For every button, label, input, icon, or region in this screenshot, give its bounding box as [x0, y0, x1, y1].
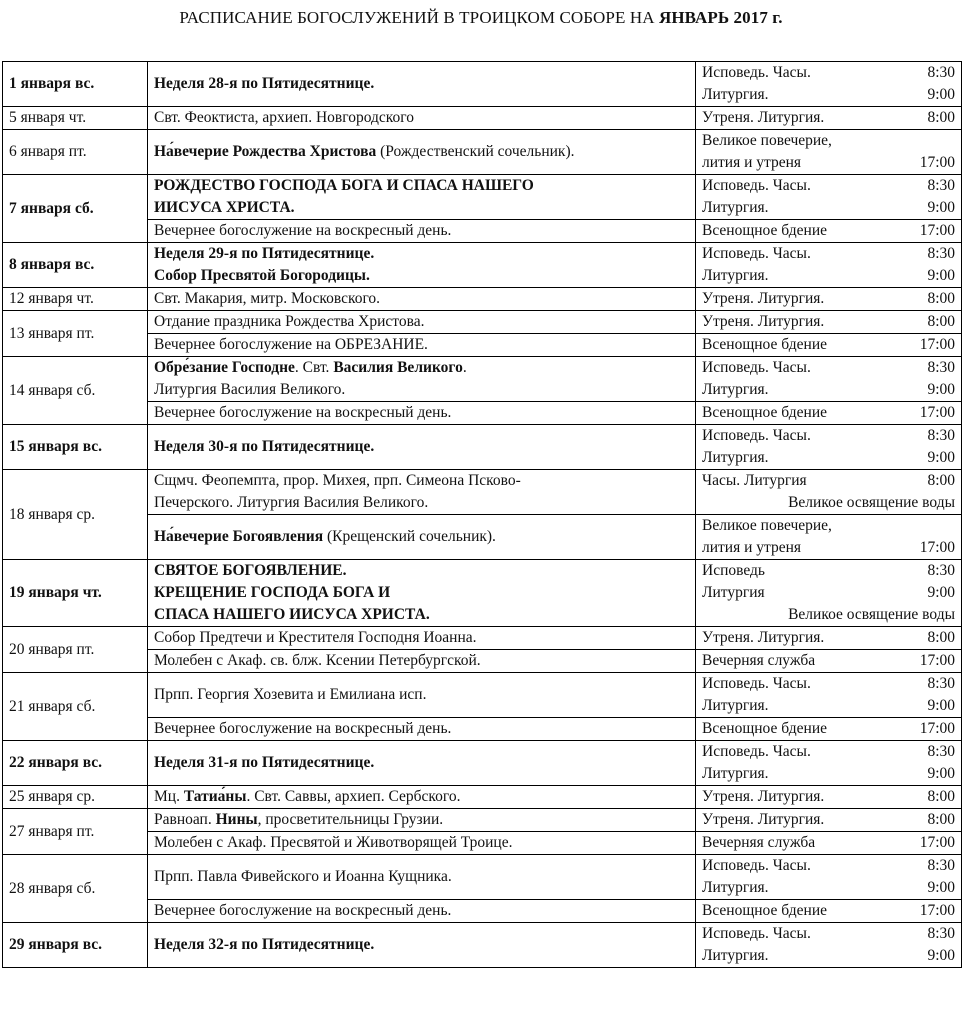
description-text: . Свт. Саввы, архиеп. Сербского.: [246, 788, 461, 805]
service-label: Великое повечерие,: [702, 517, 832, 534]
service-line: [702, 695, 955, 717]
description-text: СПАСА НАШЕГО ИИСУСА ХРИСТА.: [154, 606, 430, 623]
description-text: Вечернее богослужение на воскресный день.: [154, 902, 452, 919]
service-line: [702, 402, 955, 424]
service-time: 8:00: [927, 472, 955, 489]
description-line: [154, 492, 689, 514]
service-label: Литургия.: [702, 199, 769, 216]
description-line: [154, 197, 689, 219]
schedule-row: [3, 673, 962, 718]
description-text: Неделя 32-я по Пятидесятнице.: [154, 936, 375, 953]
service-times: [696, 923, 962, 968]
description-text: Свт. Феоктиста, архиеп. Новгородского: [154, 109, 414, 126]
description-text: , просветительницы Грузии.: [257, 811, 444, 828]
service-times: [696, 855, 962, 900]
service-line: [702, 945, 955, 967]
description-text: Свт. Макария, митр. Московского.: [154, 290, 381, 307]
page-title: [0, 8, 962, 28]
description-line: [154, 560, 689, 582]
service-line: [702, 786, 955, 808]
service-time: 8:30: [927, 427, 955, 444]
description-line: [154, 900, 689, 922]
description-text: Печерского. Литургия Василия Великого.: [154, 494, 429, 511]
day-date: 8 января вс.: [3, 243, 148, 288]
description-text: Прпп. Георгия Хозевита и Емилиана исп.: [154, 686, 427, 703]
service-line: [702, 357, 955, 379]
service-times: [696, 107, 962, 130]
description-line: [154, 650, 689, 672]
description-text: Неделя 28-я по Пятидесятнице.: [154, 75, 375, 92]
description-line: [154, 718, 689, 740]
description-text: Литургия Василия Великого.: [154, 381, 346, 398]
service-line: [702, 425, 955, 447]
service-description: [148, 357, 696, 402]
service-line: [702, 334, 955, 356]
day-date: 20 января пт.: [3, 627, 148, 673]
description-text: На́вечерие Богоявления: [154, 528, 324, 545]
service-description: [148, 900, 696, 923]
service-label: Всенощное бдение: [702, 222, 827, 239]
service-time: 9:00: [927, 267, 955, 284]
schedule-row: [3, 357, 962, 402]
title-month: ЯНВАРЬ 2017 г.: [658, 8, 783, 27]
service-description: [148, 718, 696, 741]
service-line: [702, 650, 955, 672]
description-text: Равноап.: [154, 811, 216, 828]
description-line: [154, 470, 689, 492]
service-label: Исповедь. Часы.: [702, 857, 811, 874]
day-date: 12 января чт.: [3, 288, 148, 311]
service-time: 9:00: [927, 765, 955, 782]
service-line: [702, 832, 955, 854]
service-time: 17:00: [919, 404, 955, 421]
service-line: [702, 877, 955, 899]
service-label: Всенощное бдение: [702, 902, 827, 919]
service-times: [696, 650, 962, 673]
service-description: [148, 673, 696, 718]
service-times: [696, 130, 962, 175]
service-line: [702, 515, 955, 537]
day-date: 1 января вс.: [3, 62, 148, 107]
description-line: [154, 357, 689, 379]
service-line: [702, 560, 955, 582]
description-line: [154, 582, 689, 604]
service-times: [696, 809, 962, 832]
service-time: 8:00: [927, 313, 955, 330]
schedule-row: [3, 809, 962, 832]
description-line: [154, 752, 689, 774]
description-text: Вечернее богослужение на воскресный день.: [154, 720, 452, 737]
service-label: Утреня. Литургия.: [702, 788, 825, 805]
service-times: [696, 470, 962, 515]
service-time: 9:00: [927, 449, 955, 466]
service-label: Великое повечерие,: [702, 132, 832, 149]
service-line: [702, 197, 955, 219]
service-description: [148, 809, 696, 832]
description-line: [154, 175, 689, 197]
service-line: [702, 923, 955, 945]
service-label: Литургия.: [702, 765, 769, 782]
schedule-row: [3, 243, 962, 288]
service-times: [696, 243, 962, 288]
service-line: [702, 107, 955, 129]
service-line: [702, 673, 955, 695]
description-text: Василия Великого: [333, 359, 463, 376]
service-times: [696, 741, 962, 786]
service-line: [702, 741, 955, 763]
service-description: [148, 425, 696, 470]
service-label: Исповедь. Часы.: [702, 675, 811, 692]
day-date: 22 января вс.: [3, 741, 148, 786]
service-description: [148, 130, 696, 175]
service-label: Утреня. Литургия.: [702, 313, 825, 330]
service-time: 8:00: [927, 109, 955, 126]
day-date: 18 января ср.: [3, 470, 148, 560]
service-label: Утреня. Литургия.: [702, 811, 825, 828]
service-time: 8:30: [927, 177, 955, 194]
service-times: [696, 402, 962, 425]
service-line: [702, 900, 955, 922]
service-times: [696, 627, 962, 650]
description-line: [154, 243, 689, 265]
day-date: 29 января вс.: [3, 923, 148, 968]
service-description: [148, 515, 696, 560]
schedule-row: [3, 627, 962, 650]
description-line: [154, 73, 689, 95]
service-description: [148, 832, 696, 855]
service-label: Часы. Литургия: [702, 472, 807, 489]
description-line: [154, 684, 689, 706]
service-line: [702, 537, 955, 559]
service-description: [148, 855, 696, 900]
service-time: 17:00: [919, 154, 955, 171]
description-text: Обре́зание Господне: [154, 359, 295, 376]
service-line: [702, 379, 955, 401]
service-times: [696, 718, 962, 741]
service-time: 8:30: [927, 857, 955, 874]
description-text: Неделя 30-я по Пятидесятнице.: [154, 438, 375, 455]
service-times: [696, 334, 962, 357]
schedule-row: [3, 786, 962, 809]
description-line: [154, 265, 689, 287]
service-description: [148, 311, 696, 334]
schedule-row: [3, 470, 962, 515]
description-text: (Крещенский сочельник).: [323, 528, 496, 545]
description-text: Отдание праздника Рождества Христова.: [154, 313, 425, 330]
service-times: [696, 832, 962, 855]
service-label: Литургия.: [702, 449, 769, 466]
service-line: [702, 855, 955, 877]
service-line: [702, 175, 955, 197]
description-text: (Рождественский сочельник).: [376, 143, 575, 160]
description-text: Молебен с Акаф. св. блж. Ксении Петербургской.: [154, 652, 481, 669]
service-label: Литургия: [702, 584, 765, 601]
service-line: [702, 763, 955, 785]
service-label: Вечерняя служба: [702, 652, 816, 669]
service-description: [148, 627, 696, 650]
schedule-row: [3, 288, 962, 311]
service-line: [702, 582, 955, 604]
description-text: Татиа́ны: [183, 788, 247, 805]
service-times: [696, 175, 962, 220]
service-description: [148, 288, 696, 311]
service-description: [148, 402, 696, 425]
service-times: [696, 786, 962, 809]
description-line: [154, 604, 689, 626]
service-line: [702, 220, 955, 242]
description-line: [154, 526, 689, 548]
day-date: 25 января ср.: [3, 786, 148, 809]
service-time: 17:00: [919, 336, 955, 353]
day-date: 15 января вс.: [3, 425, 148, 470]
service-time: 17:00: [919, 834, 955, 851]
description-line: [154, 402, 689, 424]
description-text: Неделя 31-я по Пятидесятнице.: [154, 754, 375, 771]
service-time: 8:30: [927, 64, 955, 81]
service-times: [696, 62, 962, 107]
day-date: 27 января пт.: [3, 809, 148, 855]
schedule-row: [3, 923, 962, 968]
service-description: [148, 243, 696, 288]
schedule-row: [3, 855, 962, 900]
description-text: СВЯТОЕ БОГОЯВЛЕНИЕ.: [154, 562, 347, 579]
service-description: [148, 175, 696, 220]
service-label: Исповедь. Часы.: [702, 359, 811, 376]
service-line: [702, 288, 955, 310]
service-label: Литургия.: [702, 86, 769, 103]
day-date: 21 января сб.: [3, 673, 148, 741]
service-description: [148, 923, 696, 968]
service-label: Исповедь. Часы.: [702, 925, 811, 942]
service-times: [696, 515, 962, 560]
service-label: Утреня. Литургия.: [702, 629, 825, 646]
description-line: [154, 627, 689, 649]
service-times: [696, 560, 962, 627]
service-times: [696, 220, 962, 243]
description-line: [154, 288, 689, 310]
service-label: Исповедь: [702, 562, 765, 579]
service-time: 9:00: [927, 86, 955, 103]
service-line: [702, 243, 955, 265]
description-line: [154, 832, 689, 854]
service-time: 9:00: [927, 697, 955, 714]
service-label: Исповедь. Часы.: [702, 245, 811, 262]
day-date: 13 января пт.: [3, 311, 148, 357]
schedule-row: [3, 130, 962, 175]
service-time: 9:00: [927, 947, 955, 964]
description-text: Собор Пресвятой Богородицы.: [154, 267, 370, 284]
description-text: Вечернее богослужение на воскресный день.: [154, 404, 452, 421]
description-text: .: [462, 359, 467, 376]
description-line: [154, 107, 689, 129]
schedule-row: [3, 62, 962, 107]
description-line: [154, 311, 689, 333]
service-time: 9:00: [927, 879, 955, 896]
service-line: [702, 447, 955, 469]
day-date: 19 января чт.: [3, 560, 148, 627]
description-line: [154, 379, 689, 401]
schedule-body: [3, 62, 962, 968]
description-text: Мц.: [154, 788, 184, 805]
service-time: 17:00: [919, 902, 955, 919]
service-line: [702, 604, 955, 626]
service-label: Исповедь. Часы.: [702, 177, 811, 194]
description-line: [154, 220, 689, 242]
service-label: Исповедь. Часы.: [702, 427, 811, 444]
service-time: Великое освящение воды: [788, 606, 955, 623]
service-description: [148, 741, 696, 786]
service-line: [702, 718, 955, 740]
service-time: 9:00: [927, 381, 955, 398]
service-label: Утреня. Литургия.: [702, 290, 825, 307]
service-description: [148, 786, 696, 809]
service-time: 8:30: [927, 743, 955, 760]
description-line: [154, 786, 689, 808]
service-time: 8:30: [927, 675, 955, 692]
service-label: Литургия.: [702, 879, 769, 896]
service-line: [702, 152, 955, 174]
service-time: 17:00: [919, 539, 955, 556]
service-line: [702, 627, 955, 649]
service-label: Исповедь. Часы.: [702, 743, 811, 760]
service-times: [696, 900, 962, 923]
description-text: Нины: [215, 811, 258, 828]
service-time: 8:00: [927, 290, 955, 307]
description-text: РОЖДЕСТВО ГОСПОДА БОГА И СПАСА НАШЕГО: [154, 177, 534, 194]
service-line: [702, 492, 955, 514]
schedule-row: [3, 175, 962, 220]
service-label: Литургия.: [702, 381, 769, 398]
description-text: ИИСУСА ХРИСТА.: [154, 199, 295, 216]
day-date: 5 января чт.: [3, 107, 148, 130]
description-text: На́вечерие Рождества Христова: [154, 143, 377, 160]
service-label: Всенощное бдение: [702, 720, 827, 737]
service-time: 9:00: [927, 584, 955, 601]
title-prefix: РАСПИСАНИЕ БОГОСЛУЖЕНИЙ В ТРОИЦКОМ СОБОРЕ НА: [179, 8, 659, 27]
service-times: [696, 357, 962, 402]
service-time: 8:30: [927, 925, 955, 942]
service-label: Утреня. Литургия.: [702, 109, 825, 126]
service-time: 9:00: [927, 199, 955, 216]
service-line: [702, 62, 955, 84]
service-description: [148, 107, 696, 130]
description-text: Вечернее богослужение на ОБРЕЗАНИЕ.: [154, 336, 428, 353]
description-text: Вечернее богослужение на воскресный день.: [154, 222, 452, 239]
service-time: 17:00: [919, 222, 955, 239]
service-label: Всенощное бдение: [702, 336, 827, 353]
service-time: 8:30: [927, 359, 955, 376]
service-label: Литургия.: [702, 947, 769, 964]
description-text: КРЕЩЕНИЕ ГОСПОДА БОГА И: [154, 584, 391, 601]
description-line: [154, 141, 689, 163]
description-text: Прпп. Павла Фивейского и Иоанна Кущника.: [154, 868, 452, 885]
service-label: Вечерняя служба: [702, 834, 816, 851]
day-date: 14 января сб.: [3, 357, 148, 425]
service-line: [702, 311, 955, 333]
day-date: 7 января сб.: [3, 175, 148, 243]
service-description: [148, 650, 696, 673]
service-times: [696, 311, 962, 334]
day-date: 6 января пт.: [3, 130, 148, 175]
service-times: [696, 425, 962, 470]
description-text: Неделя 29-я по Пятидесятнице.: [154, 245, 375, 262]
description-line: [154, 934, 689, 956]
service-time: 8:00: [927, 811, 955, 828]
service-label: Исповедь. Часы.: [702, 64, 811, 81]
description-text: Сщмч. Феопемпта, прор. Михея, прп. Симеона Псково-: [154, 472, 521, 489]
service-time: 8:00: [927, 629, 955, 646]
service-time: 8:30: [927, 245, 955, 262]
description-line: [154, 866, 689, 888]
service-line: [702, 130, 955, 152]
service-label: Всенощное бдение: [702, 404, 827, 421]
description-line: [154, 809, 689, 831]
description-line: [154, 334, 689, 356]
service-label: лития и утреня: [702, 539, 802, 556]
service-time: 17:00: [919, 652, 955, 669]
description-line: [154, 436, 689, 458]
service-line: [702, 265, 955, 287]
service-time: Великое освящение воды: [788, 494, 955, 511]
service-time: 17:00: [919, 720, 955, 737]
service-label: Литургия.: [702, 697, 769, 714]
description-text: . Свт.: [294, 359, 334, 376]
schedule-row: [3, 560, 962, 627]
service-line: [702, 470, 955, 492]
service-label: Литургия.: [702, 267, 769, 284]
service-line: [702, 84, 955, 106]
schedule-table: [2, 61, 962, 968]
service-description: [148, 220, 696, 243]
service-line: [702, 809, 955, 831]
service-time: 8:30: [927, 562, 955, 579]
service-time: 8:00: [927, 788, 955, 805]
service-times: [696, 288, 962, 311]
service-description: [148, 334, 696, 357]
schedule-row: [3, 311, 962, 334]
service-description: [148, 62, 696, 107]
description-text: Молебен с Акаф. Пресвятой и Животворящей Троице.: [154, 834, 513, 851]
service-times: [696, 673, 962, 718]
service-description: [148, 470, 696, 515]
schedule-row: [3, 741, 962, 786]
description-text: Собор Предтечи и Крестителя Господня Иоанна.: [154, 629, 477, 646]
schedule-row: [3, 107, 962, 130]
day-date: 28 января сб.: [3, 855, 148, 923]
service-description: [148, 560, 696, 627]
service-label: лития и утреня: [702, 154, 802, 171]
schedule-row: [3, 425, 962, 470]
